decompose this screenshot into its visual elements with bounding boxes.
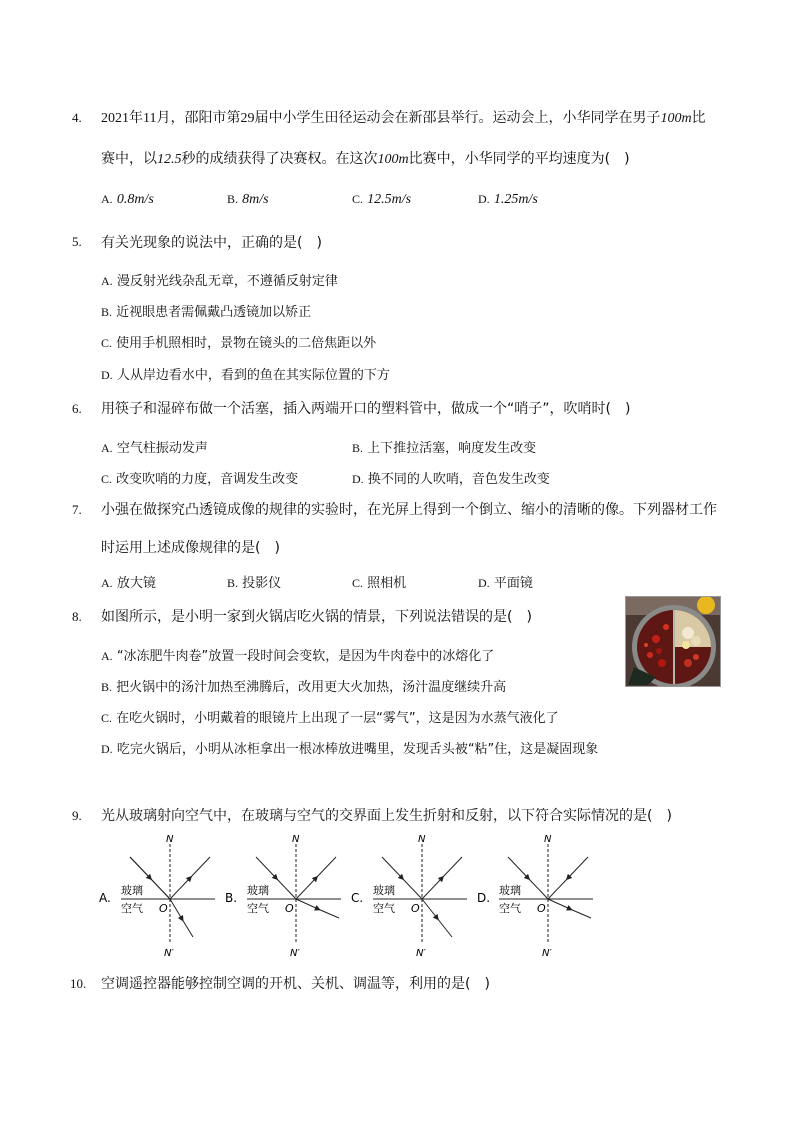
label-glass-b: 玻璃	[247, 884, 269, 897]
label-n-prime-b: N′	[290, 948, 300, 959]
question-6-option-c: C. 改变吹哨的力度，音调发生改变	[101, 472, 299, 487]
label-glass-c: 玻璃	[373, 884, 395, 897]
question-8-option-d: D. 吃完火锅后，小明从冰柜拿出一根冰棒放进嘴里，发现舌头被“粘”住，这是凝固现象	[101, 742, 599, 757]
question-8-option-c: C. 在吃火锅时，小明戴着的眼镜片上出现了一层“雾气”，这是因为水蒸气液化了	[101, 711, 559, 726]
answer-blank: ( )	[297, 235, 322, 251]
hotpot-photo	[625, 596, 721, 687]
label-glass-d: 玻璃	[499, 884, 521, 897]
answer-blank: ( )	[647, 808, 672, 824]
question-6-number: 6.	[72, 401, 82, 416]
question-4-line-1: 2021年11月，邵阳市第29届中小学生田径运动会在新邵县举行。运动会上，小华同学在男子100m比	[101, 110, 706, 126]
question-5-option-b: B. 近视眼患者需佩戴凸透镜加以矫正	[101, 305, 312, 320]
answer-blank: ( )	[507, 609, 532, 625]
label-n-prime-d: N′	[542, 948, 552, 959]
label-air-d: 空气	[499, 902, 521, 915]
question-4-option-b: B. 8m/s	[227, 192, 269, 207]
panel-label-b: B.	[225, 891, 238, 905]
hotpot-image	[626, 597, 720, 686]
question-5-number: 5.	[72, 234, 82, 249]
panel-label-a: A.	[99, 891, 111, 905]
label-n-d: N	[544, 834, 552, 845]
question-4-option-d: D. 1.25m/s	[478, 192, 538, 207]
question-4-option-c: C. 12.5m/s	[352, 192, 412, 207]
label-n-a: N	[166, 834, 174, 845]
question-4-number: 4.	[72, 110, 82, 125]
question-5-option-a: A. 漫反射光线杂乱无章，不遵循反射定律	[101, 274, 338, 289]
question-4-line-2: 赛中，以12.5秒的成绩获得了决赛权。在这次100m比赛中，小华同学的平均速度为( )	[101, 151, 630, 167]
label-glass-a: 玻璃	[121, 884, 143, 897]
question-10-number: 10.	[70, 976, 87, 991]
figure-panel-d	[477, 834, 593, 959]
answer-blank: ( )	[465, 976, 490, 992]
question-5-text: 有关光现象的说法中，正确的是( )	[101, 235, 322, 251]
question-8-option-a: A. “冰冻肥牛肉卷”放置一段时间会变软，是因为牛肉卷中的冰熔化了	[101, 649, 495, 664]
answer-blank: ( )	[604, 151, 630, 167]
question-7-number: 7.	[72, 502, 82, 517]
question-6-text: 用筷子和湿碎布做一个活塞，插入两端开口的塑料管中，做成一个“哨子”，吹哨时( )	[101, 401, 631, 417]
answer-blank: ( )	[605, 401, 631, 417]
question-8-text: 如图所示，是小明一家到火锅店吃火锅的情景，下列说法错误的是( )	[101, 609, 532, 625]
label-air-a: 空气	[121, 902, 143, 915]
question-7-option-d: D. 平面镜	[478, 576, 533, 591]
question-6-option-a: A. 空气柱振动发声	[101, 441, 208, 456]
question-4-option-a: A. 0.8m/s	[101, 192, 154, 207]
label-o-c: O	[411, 902, 420, 915]
figure-panel-a	[99, 834, 215, 959]
label-o-a: O	[159, 902, 168, 915]
label-n-prime-a: N′	[164, 948, 174, 959]
figure-panel-b	[225, 834, 341, 959]
label-n-c: N	[418, 834, 426, 845]
question-8-option-b: B. 把火锅中的汤汁加热至沸腾后，改用更大火加热，汤汁温度继续升高	[101, 680, 507, 695]
question-7-line-1: 小强在做探究凸透镜成像的规律的实验时，在光屏上得到一个倒立、缩小的清晰的像。下列器材工作	[101, 502, 717, 518]
label-o-d: O	[537, 902, 546, 915]
answer-blank: ( )	[255, 540, 280, 556]
label-n-b: N	[292, 834, 300, 845]
question-9-number: 9.	[72, 808, 82, 823]
question-8-number: 8.	[72, 609, 82, 624]
label-n-prime-c: N′	[416, 948, 426, 959]
question-7-option-c: C. 照相机	[352, 576, 407, 591]
label-air-b: 空气	[247, 902, 269, 915]
question-7-line-2: 时运用上述成像规律的是( )	[101, 540, 280, 556]
question-5-option-d: D. 人从岸边看水中，看到的鱼在其实际位置的下方	[101, 368, 390, 383]
label-o-b: O	[285, 902, 294, 915]
panel-label-d: D.	[477, 891, 491, 905]
figure-panel-c	[351, 834, 467, 959]
panel-label-c: C.	[351, 891, 364, 905]
question-7-option-b: B. 投影仪	[227, 576, 282, 591]
question-5-option-c: C. 使用手机照相时，景物在镜头的二倍焦距以外	[101, 336, 377, 351]
question-6-option-b: B. 上下推拉活塞，响度发生改变	[352, 441, 537, 456]
question-7-option-a: A. 放大镜	[101, 576, 156, 591]
label-air-c: 空气	[373, 902, 395, 915]
question-6-option-d: D. 换不同的人吹哨，音色发生改变	[352, 472, 550, 487]
refraction-figure	[95, 832, 615, 960]
question-10-text: 空调遥控器能够控制空调的开机、关机、调温等，利用的是( )	[101, 976, 490, 992]
question-9-text: 光从玻璃射向空气中，在玻璃与空气的交界面上发生折射和反射，以下符合实际情况的是( )	[101, 808, 672, 824]
